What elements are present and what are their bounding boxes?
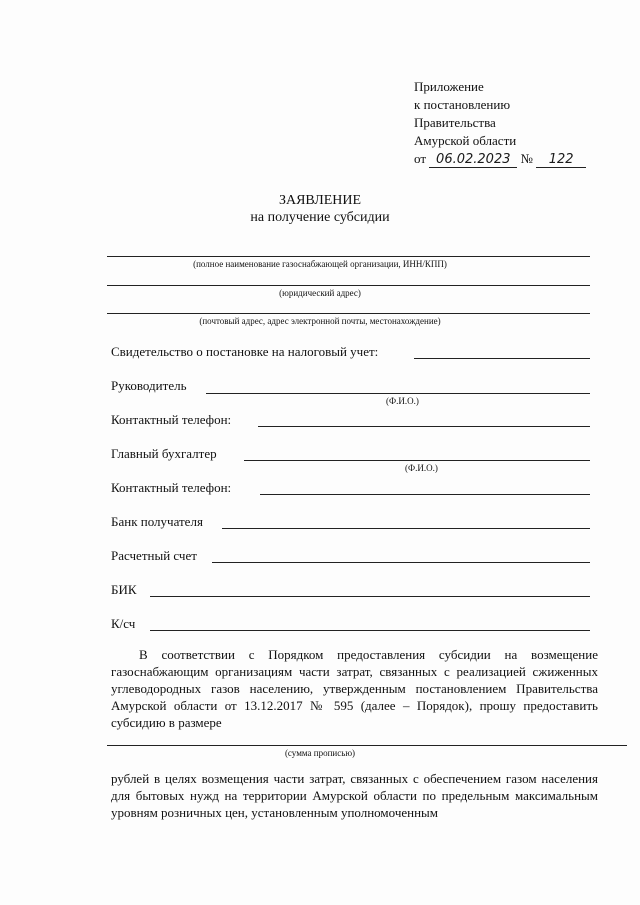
appendix-line-4: Амурской области [414, 133, 517, 148]
org-name-caption: (полное наименование газоснабжающей организации, ИНН/КПП) [193, 259, 447, 269]
appendix-date-row [414, 150, 586, 168]
amount-line[interactable] [107, 745, 627, 746]
tax-certificate-label: Свидетельство о постановке на налоговый учет: [111, 344, 379, 359]
appendix-block [414, 78, 586, 168]
request-paragraph [111, 646, 598, 731]
director-phone-label: Контактный телефон: [111, 412, 232, 427]
bik-line[interactable] [150, 596, 590, 597]
amount-caption: (сумма прописью) [284, 748, 356, 758]
legal-address-caption: (юридический адрес) [279, 288, 361, 298]
number-label: № [520, 151, 533, 166]
org-name-line[interactable] [107, 256, 590, 257]
director-phone-line[interactable] [258, 426, 590, 427]
postal-address-caption: (почтовый адрес, адрес электронной почты, местонахождение) [199, 316, 441, 326]
account-label: Расчетный счет [111, 548, 197, 563]
corr-account-label: К/сч [111, 616, 136, 631]
appendix-line-2: к постановлению [414, 97, 511, 112]
purpose-paragraph-text: рублей в целях возмещения части затрат, связанных с обеспечением газом населения для бытовых нужд на территории Амурской области по предельным максимальным уровням розничных цен, установленным уполномоченным [111, 771, 598, 820]
handwritten-number: 122 [536, 153, 586, 168]
director-fio-caption: (Ф.И.О.) [386, 396, 419, 406]
appendix-line-3: Правительства [414, 115, 496, 130]
request-paragraph-text: В соответствии с Порядком предоставления субсидии на возмещение газоснабжающим организациям части затрат, связанных с реализацией сжиженных углеводородных газов населению, утвержденным постановлением Правительства Амурской области от 13.12.2017 № 595 (далее – Порядок), прошу предоставить субсидию в размере [111, 647, 598, 730]
page-title: ЗАЯВЛЕНИЕ [278, 193, 362, 208]
tax-certificate-line[interactable] [414, 358, 590, 359]
from-label: от [414, 151, 427, 166]
page-subtitle: на получение субсидии [250, 210, 390, 225]
appendix-line-1: Приложение [414, 79, 484, 94]
accountant-fio-caption: (Ф.И.О.) [405, 463, 438, 473]
bank-label: Банк получателя [111, 514, 203, 529]
director-line[interactable] [206, 393, 590, 394]
accountant-label: Главный бухгалтер [111, 446, 217, 461]
account-line[interactable] [212, 562, 590, 563]
accountant-line[interactable] [244, 460, 590, 461]
legal-address-line[interactable] [107, 285, 590, 286]
postal-address-line[interactable] [107, 313, 590, 314]
bank-line[interactable] [222, 528, 590, 529]
accountant-phone-label: Контактный телефон: [111, 480, 232, 495]
corr-account-line[interactable] [150, 630, 590, 631]
handwritten-date: 06.02.2023 [429, 153, 517, 168]
purpose-paragraph [111, 770, 598, 821]
bik-label: БИК [111, 582, 137, 597]
director-label: Руководитель [111, 378, 187, 393]
accountant-phone-line[interactable] [260, 494, 590, 495]
